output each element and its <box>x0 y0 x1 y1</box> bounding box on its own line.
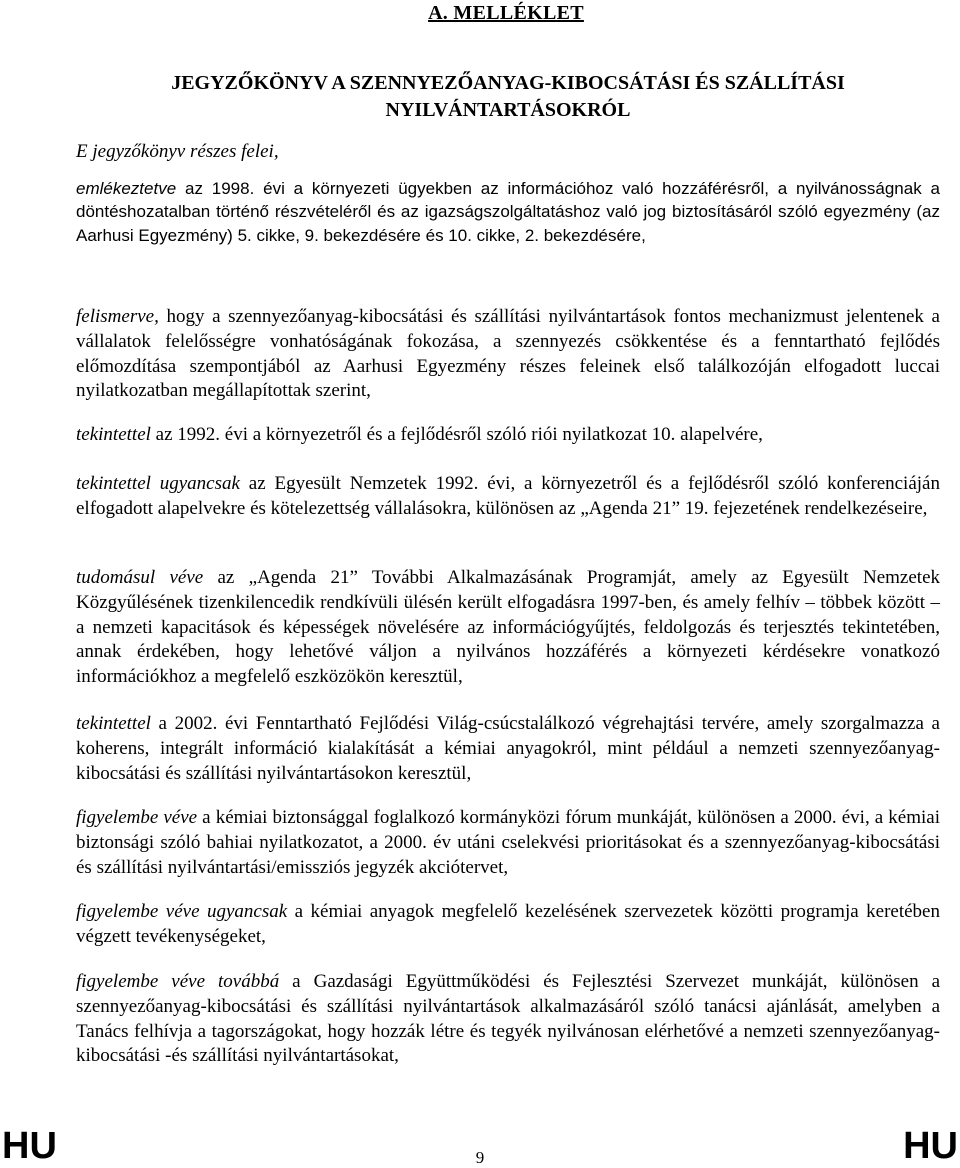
paragraph-text: az 1998. évi a környezeti ügyekben az információhoz való hozzáférésről, a nyilvánosságnak a döntéshozatalban történő részvételéről és az igazságszolgáltatáshoz való jog biztosításáról szóló egyezmény (az Aarhusi Egyezmény) 5. cikke, 9. bekezdésére és 10. cikke, 2. bekezdésére, <box>76 179 940 245</box>
intro-line: E jegyzőkönyv részes felei, <box>76 141 279 162</box>
paragraph-text: a Gazdasági Együttműködési és Fejlesztési Szervezet munkáját, különösen a szennyezőanyag-kibocsátási és szállítási nyilvántartások alkalmazásáról szóló tanácsi ajánlását, amelyben a Tanács felhívja a tagországokat, hogy hozzák létre és tegyék nyilvánosan elérhetővé a nemzeti szennyezőanyag-kibocsátási -és szállítási nyilvántartásokat, <box>76 971 941 1067</box>
title-line-2: NYILVÁNTARTÁSOKRÓL <box>385 99 631 121</box>
paragraph-lead: emlékeztetve <box>76 179 177 198</box>
paragraph-5 <box>76 566 940 690</box>
paragraph-text: a 2002. évi Fenntartható Fejlődési Világ-csúcstalálkozó végrehajtási tervére, amely szorgalmazza a koherens, integrált információ kialakítását a kémiai anyagokról, mint például a nemzeti szennyezőanyag-kibocsátási és szállítási nyilvántartásokon keresztül, <box>76 713 940 784</box>
page-number: 9 <box>475 1148 485 1167</box>
paragraph-text: az „Agenda 21” További Alkalmazásának Programját, amely az Egyesült Nemzetek Közgyűlésének tizenkilencedik rendkívüli ülésén került elfogadásra 1997-ben, és amely felhív – többek között – a nemzeti kapacitások és képességek növelésére az információgyűjtés, feldolgozás és terjesztés tekintetében, annak érdekében, hogy lehetővé váljon a nyilvános hozzáférés a környezeti kérdésekre vonatkozó információkhoz a megfelelő eszközökön keresztül, <box>76 567 941 688</box>
paragraph-2 <box>76 305 940 404</box>
paragraph-text: az 1992. évi a környezetről és a fejlődésről szóló riói nyilatkozat 10. alapelvére, <box>150 424 763 445</box>
paragraph-9 <box>76 970 940 1069</box>
document-title <box>76 70 940 124</box>
paragraph-lead: felismerve, <box>76 306 159 327</box>
paragraph-6 <box>76 712 940 786</box>
paragraph-lead: tekintettel ugyancsak <box>76 473 240 494</box>
paragraph-lead: tudomásul véve <box>76 567 204 588</box>
paragraph-7 <box>76 806 940 880</box>
paragraph-3 <box>76 423 940 448</box>
paragraph-lead: figyelembe véve <box>76 807 198 828</box>
annex-heading: A. MELLÉKLET <box>428 2 584 24</box>
paragraph-8 <box>76 900 940 950</box>
paragraph-text: a kémiai anyagok megfelelő kezelésének szervezetek közötti programja keretében végzett tevékenységeket, <box>76 901 940 947</box>
title-line-1: JEGYZŐKÖNYV A SZENNYEZŐANYAG-KIBOCSÁTÁSI ÉS SZÁLLÍTÁSI <box>171 72 845 94</box>
language-mark-left: HU <box>2 1125 57 1167</box>
language-mark-right: HU <box>903 1125 958 1167</box>
paragraph-lead: figyelembe véve továbbá <box>76 971 280 992</box>
paragraph-lead: tekintettel <box>76 713 151 734</box>
paragraph-1 <box>76 177 940 247</box>
paragraph-text: a kémiai biztonsággal foglalkozó kormányközi fórum munkáját, különösen a 2000. évi, a kémiai biztonsági szóló bahiai nyilatkozatot, a 2000. év utáni cselekvési prioritásokat és a szennyezőanyag-kibocsátási és szállítási nyilvántartási/emissziós jegyzék akciótervet, <box>76 807 940 878</box>
paragraph-text: hogy a szennyezőanyag-kibocsátási és szállítási nyilvántartások fontos mechanizmust jelentenek a vállalatok felelősségre vonhatóságának fokozása, a szennyezés csökkentése és a fenntartható fejlődés előmozdítása szempontjából az Aarhusi Egyezmény részes feleinek első találkozóján elfogadott luccai nyilatkozatban megállapítottak szerint, <box>76 306 940 402</box>
paragraph-4 <box>76 472 940 522</box>
paragraph-lead: figyelembe véve ugyancsak <box>76 901 288 922</box>
paragraph-text: az Egyesült Nemzetek 1992. évi, a környezetről és a fejlődésről szóló konferenciáján elfogadott alapelvekre és kötelezettség vállalásokra, különösen az „Agenda 21” 19. fejezetének rendelkezéseire, <box>76 473 940 519</box>
paragraph-lead: tekintettel <box>76 424 151 445</box>
